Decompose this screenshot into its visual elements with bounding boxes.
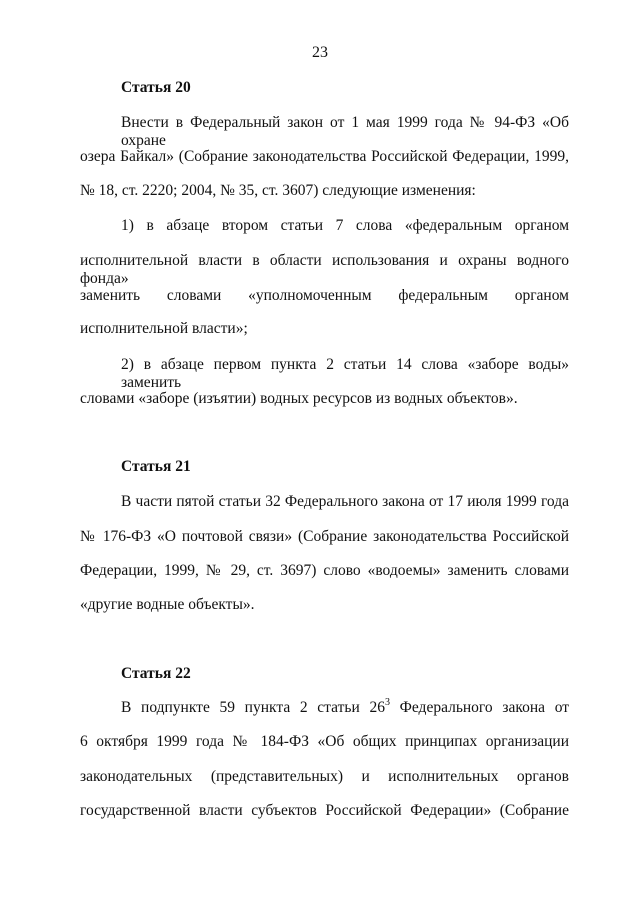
article-22-line-1-before: В подпункте 59 пункта 2 статьи 26 [121,699,385,716]
article-22-line-1-after: Федерального закона от [389,699,570,716]
article-21-line-4: «другие водные объекты». [80,596,255,613]
article-20-heading: Статья 20 [121,79,191,96]
article-22-line-4: государственной власти субъектов Российской Федерации» (Собрание [80,802,569,819]
article-22-line-1 [121,699,569,721]
article-21-line-1: В части пятой статьи 32 Федерального закона от 17 июля 1999 года [121,493,569,510]
article-22-superscript: 3 [384,697,390,708]
article-20-line-7: исполнительной власти»; [80,320,248,337]
page-number: 23 [312,44,328,61]
article-20-line-6: заменить словами «уполномоченным федеральным органом [80,287,569,304]
article-20-line-8: 2) в абзаце первом пункта 2 статьи 14 слова «заборе воды» заменить [121,356,569,391]
article-20-line-3: № 18, ст. 2220; 2004, № 35, ст. 3607) следующие изменения: [80,182,476,199]
article-22-line-3: законодательных (представительных) и исполнительных органов [80,768,569,785]
article-22-line-2: 6 октября 1999 года № 184-ФЗ «Об общих принципах организации [80,733,569,750]
article-21-heading: Статья 21 [121,458,191,475]
article-20-line-1: Внести в Федеральный закон от 1 мая 1999 года № 94-ФЗ «Об охране [121,114,569,149]
article-20-line-4: 1) в абзаце втором статьи 7 слова «федеральным органом [121,217,569,234]
article-22-heading: Статья 22 [121,665,191,682]
article-20-line-2: озера Байкал» (Собрание законодательства Российской Федерации, 1999, [80,148,569,165]
article-20-line-5: исполнительной власти в области использования и охраны водного фонда» [80,252,569,287]
article-21-line-3: Федерации, 1999, № 29, ст. 3697) слово «водоемы» заменить словами [80,562,569,579]
article-21-line-2: № 176-ФЗ «О почтовой связи» (Собрание законодательства Российской [80,528,569,545]
article-20-line-9: словами «заборе (изъятии) водных ресурсов из водных объектов». [80,390,518,407]
